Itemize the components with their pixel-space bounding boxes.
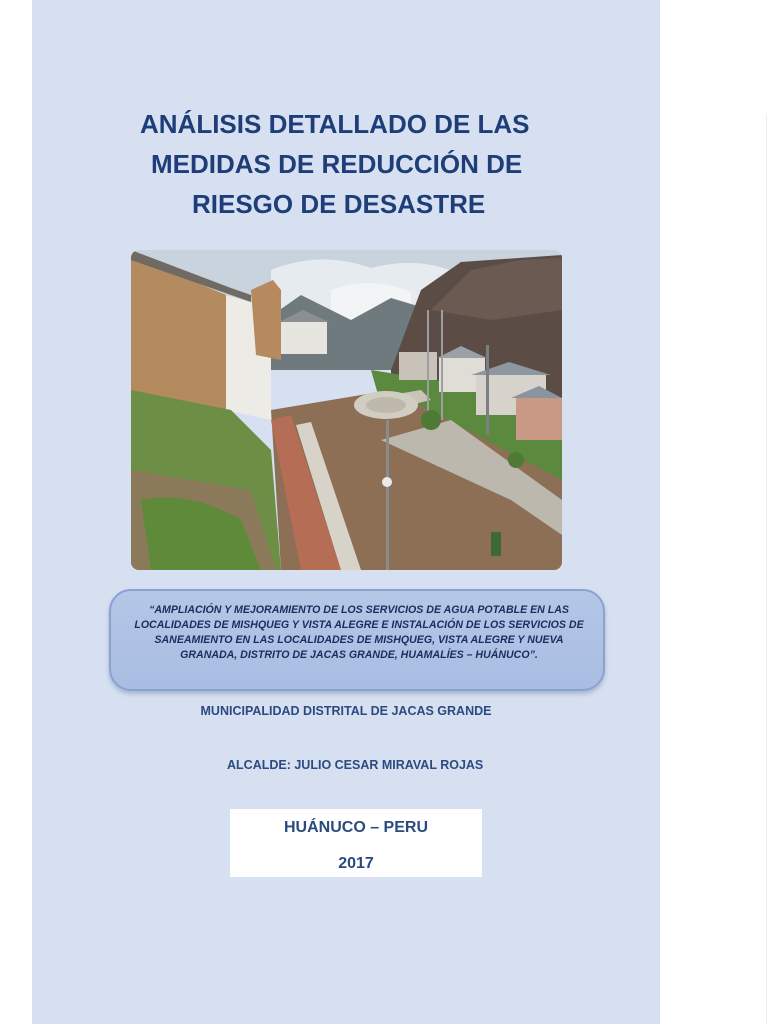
- location: HUÁNUCO – PERU: [283, 819, 428, 836]
- location-date-box: [230, 809, 482, 877]
- mayor-name: ALCALDE: JULIO CESAR MIRAVAL ROJAS: [227, 758, 484, 772]
- municipality-name: MUNICIPALIDAD DISTRITAL DE JACAS GRANDE: [200, 704, 492, 718]
- document-page: [32, 0, 660, 1024]
- page-edge-divider: [766, 115, 767, 1024]
- project-description: “AMPLIACIÓN Y MEJORAMIENTO DE LOS SERVICIOS DE AGUA POTABLE EN LAS LOCALIDADES DE MISHQUEG Y VISTA ALEGRE E INSTALACIÓN DE LOS SERVICIOS DE SANEAMIENTO EN LAS LOCALIDADES DE MISHQUEG, VISTA ALEGRE Y NUEVA GRANADA, DISTRITO DE JACAS GRANDE, HUAMALÍES – HUÁNUCO”.: [134, 604, 584, 661]
- title-line-1: ANÁLISIS DETALLADO DE LAS: [140, 109, 530, 139]
- title-line-2: MEDIDAS DE REDUCCIÓN DE: [151, 149, 523, 179]
- project-description-box: [109, 589, 605, 691]
- town-plaza-photo: [131, 250, 562, 570]
- title-line-3: RIESGO DE DESASTRE: [192, 189, 486, 219]
- year: 2017: [338, 855, 374, 872]
